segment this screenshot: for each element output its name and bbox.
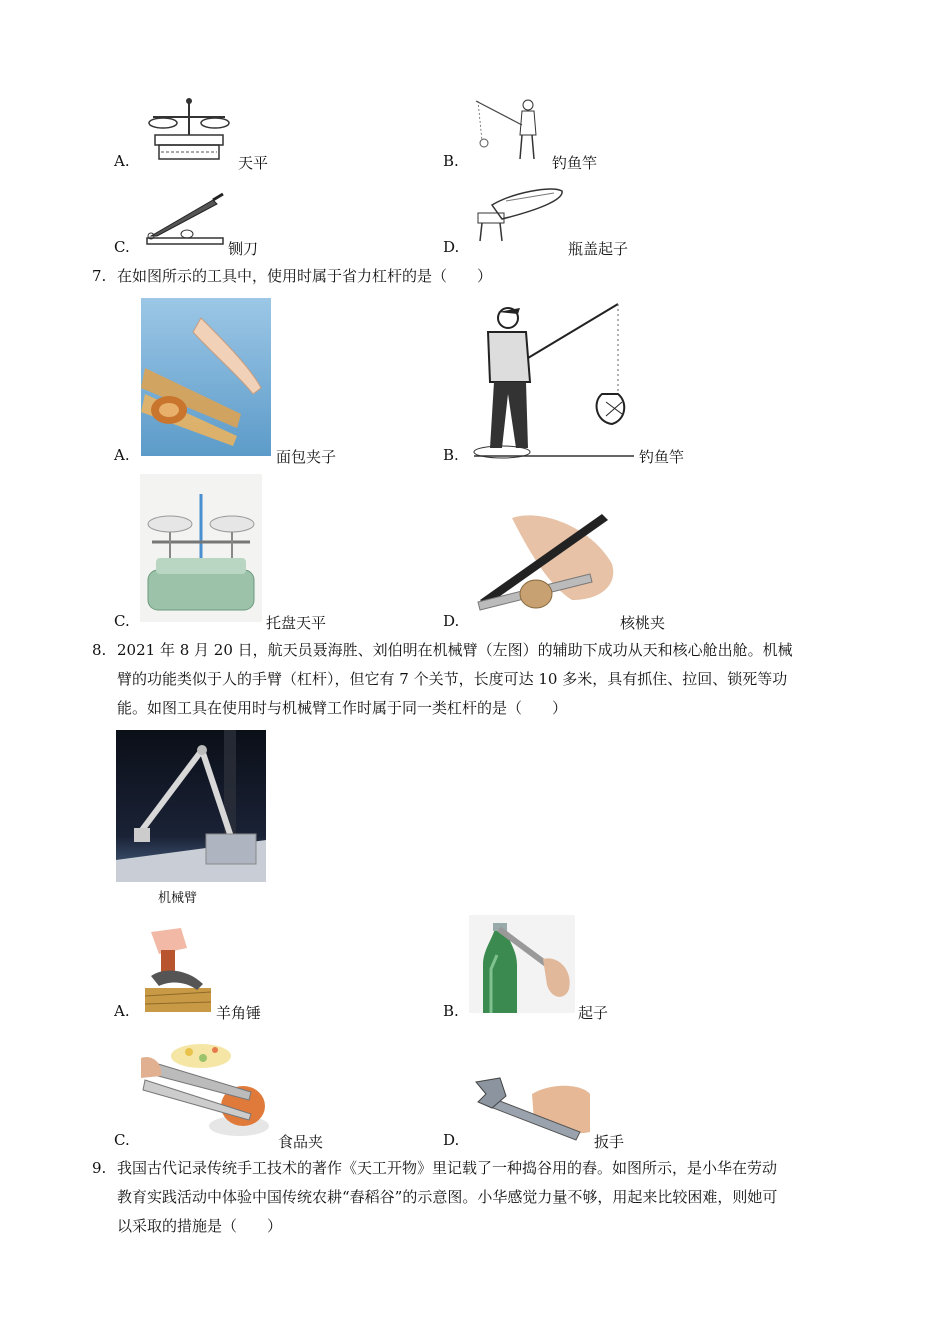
claw-hammer-photo — [141, 926, 213, 1014]
tray-balance-photo — [140, 474, 262, 622]
question-stem-line-3: 能。如图工具在使用时与机械臂工作时属于同一类杠杆的是（ ） — [117, 699, 568, 717]
fishing-rod-sketch — [472, 298, 636, 460]
fishing-rod-sketch-icon — [472, 95, 550, 163]
option-letter: B. — [443, 152, 459, 170]
question-number: 8. — [92, 641, 107, 659]
question-stem-line-2: 教育实践活动中体验中国传统农耕“舂稻谷”的示意图。小华感觉力量不够，用起来比较困难，则她可 — [117, 1188, 778, 1206]
option-caption: 扳手 — [594, 1133, 625, 1151]
question-stem-line-1: 我国古代记录传统手工技术的著作《天工开物》里记载了一种捣谷用的舂。如图所示，是小华在劳动 — [117, 1159, 778, 1177]
question-stem-line-1: 2021 年 8 月 20 日，航天员聂海胜、刘伯明在机械臂（左图）的辅助下成功从天和核心舱出舱。机械 — [117, 641, 793, 659]
option-caption: 托盘天平 — [266, 614, 327, 632]
food-tongs-photo — [141, 1032, 273, 1140]
robotic-arm-photo — [116, 730, 266, 882]
question-stem: 在如图所示的工具中，使用时属于省力杠杆的是（ ） — [117, 267, 493, 285]
option-letter: B. — [443, 446, 459, 464]
question-number: 7. — [92, 267, 107, 285]
option-letter: D. — [443, 1131, 460, 1149]
option-letter: B. — [443, 1002, 459, 1020]
walnut-cracker-photo — [472, 508, 618, 616]
option-letter: D. — [443, 612, 460, 630]
option-caption: 核桃夹 — [620, 614, 666, 632]
option-caption: 铡刀 — [228, 240, 259, 258]
option-caption: 钓鱼竿 — [552, 154, 598, 172]
option-caption: 面包夹子 — [276, 448, 337, 466]
bottle-opener-icon — [472, 183, 568, 247]
bread-tongs-photo — [141, 298, 271, 456]
option-caption: 瓶盖起子 — [568, 240, 629, 258]
question-number: 9. — [92, 1159, 107, 1177]
wrench-photo — [472, 1076, 590, 1144]
option-letter: A. — [114, 152, 130, 170]
option-caption: 羊角锤 — [216, 1004, 262, 1022]
bottle-opener-photo — [469, 915, 575, 1013]
guillotine-cutter-icon — [143, 190, 227, 248]
option-letter: C. — [114, 612, 130, 630]
option-caption: 食品夹 — [278, 1133, 324, 1151]
question-stem-line-3: 以采取的措施是（ ） — [117, 1217, 283, 1235]
option-letter: A. — [114, 1002, 130, 1020]
option-letter: C. — [114, 238, 130, 256]
option-letter: C. — [114, 1131, 130, 1149]
option-caption: 起子 — [578, 1004, 609, 1022]
scale-sketch-icon — [143, 95, 235, 167]
option-caption: 钓鱼竿 — [639, 448, 685, 466]
question-stem-line-2: 臂的功能类似于人的手臂（杠杆），但它有 7 个关节，长度可达 10 多米，具有抓住、拉回、锁死等功 — [117, 670, 788, 688]
option-letter: D. — [443, 238, 460, 256]
option-caption: 天平 — [238, 154, 269, 172]
option-letter: A. — [114, 446, 130, 464]
figure-caption: 机械臂 — [158, 891, 198, 906]
